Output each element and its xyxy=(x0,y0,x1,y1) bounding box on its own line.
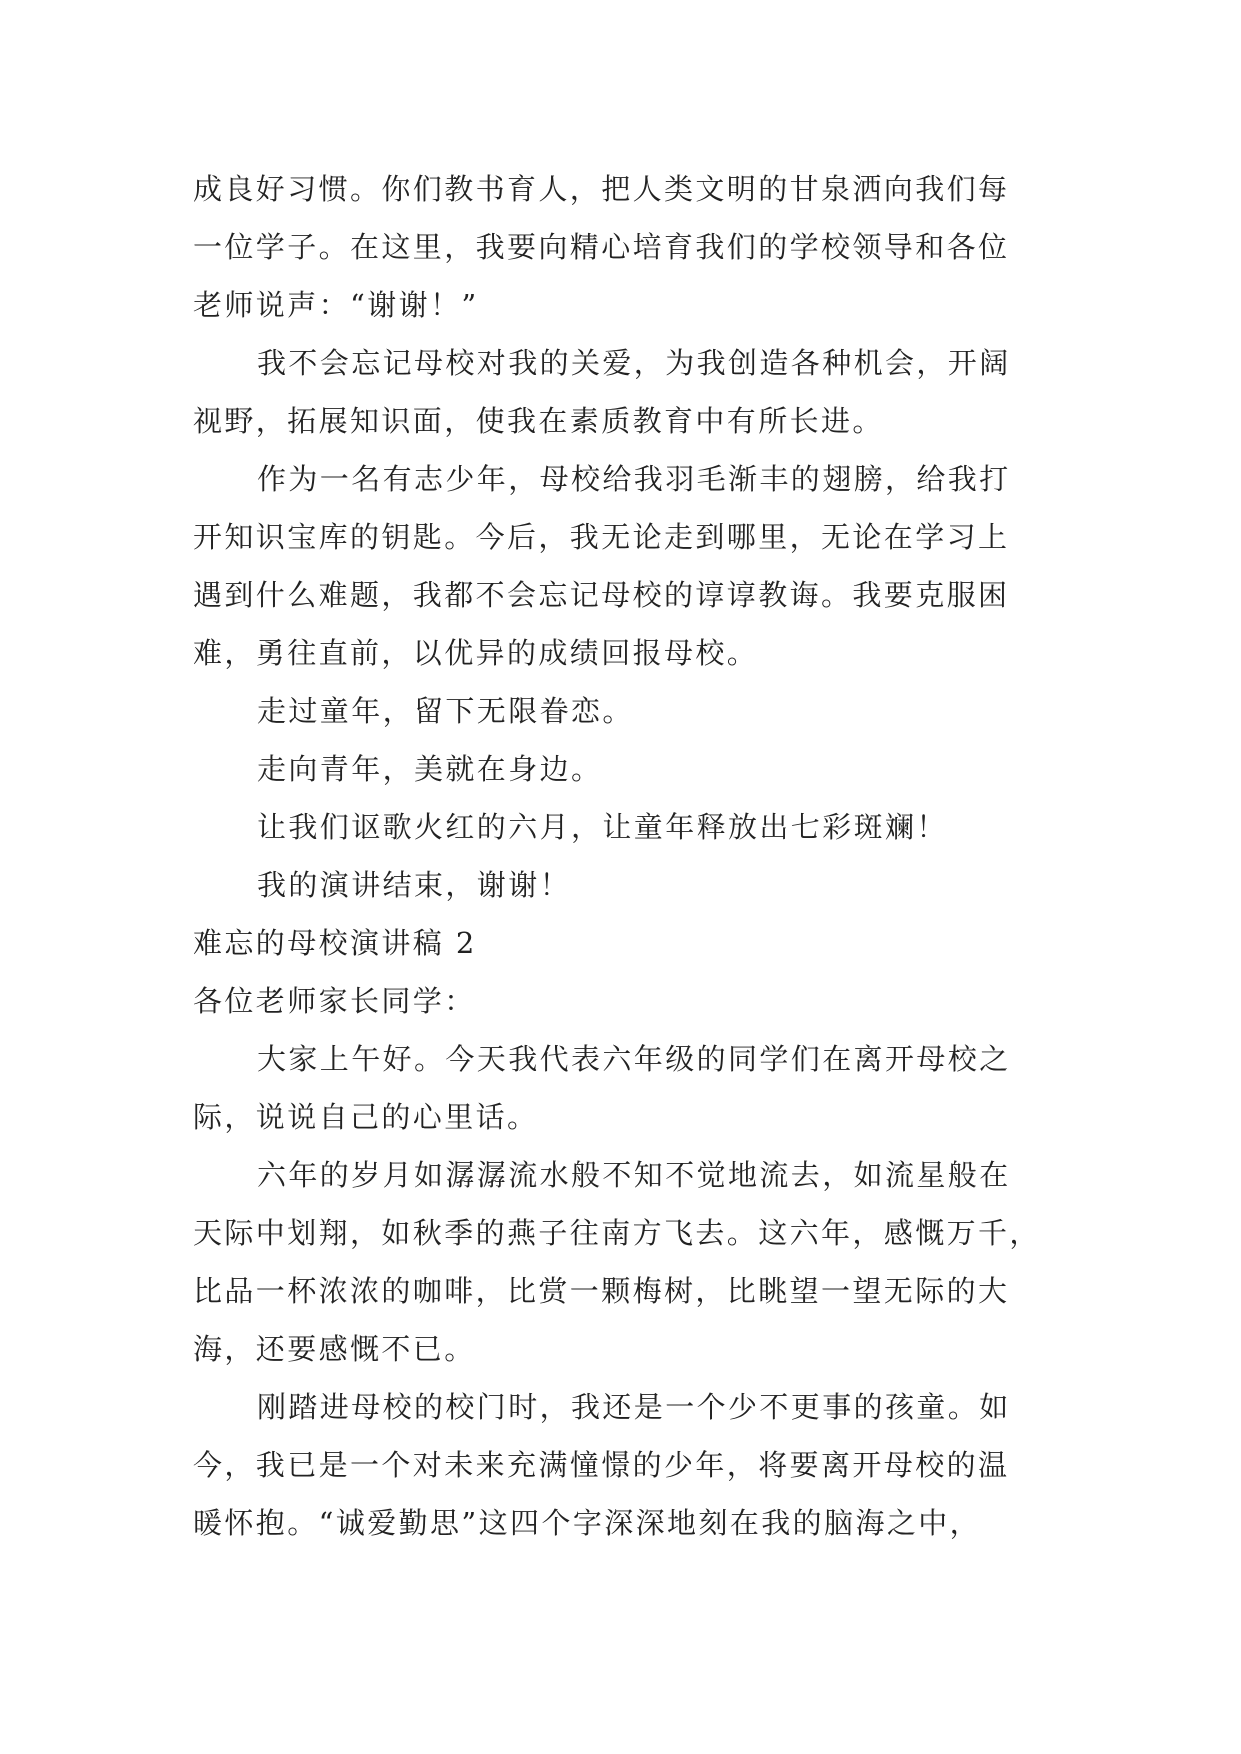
paragraph-first-line: 走过童年，留下无限眷恋。 xyxy=(257,694,634,728)
text-line: 暖怀抱。“诚爱勤思”这四个字深深地刻在我的脑海之中， xyxy=(193,1506,982,1540)
document-body xyxy=(193,160,1063,1552)
text-line: 难，勇往直前，以优异的成绩回报母校。 xyxy=(193,636,759,670)
text-line: 今，我已是一个对未来充满憧憬的少年，将要离开母校的温 xyxy=(193,1448,1010,1482)
text-line: 一位学子。在这里，我要向精心培育我们的学校领导和各位 xyxy=(193,230,1010,264)
text-line: 老师说声：“谢谢！” xyxy=(193,288,479,322)
text-line: 视野，拓展知识面，使我在素质教育中有所长进。 xyxy=(193,404,884,438)
paragraph-first-line: 六年的岁月如潺潺流水般不知不觉地流去，如流星般在 xyxy=(257,1158,1011,1192)
salutation: 各位老师家长同学： xyxy=(193,984,476,1018)
paragraph-first-line: 我的演讲结束，谢谢！ xyxy=(257,868,572,902)
text-line: 开知识宝库的钥匙。今后，我无论走到哪里，无论在学习上 xyxy=(193,520,1010,554)
text-line: 海，还要感慨不已。 xyxy=(193,1332,476,1366)
text-line: 比品一杯浓浓的咖啡，比赏一颗梅树，比眺望一望无际的大 xyxy=(193,1274,1010,1308)
text-line: 遇到什么难题，我都不会忘记母校的谆谆教诲。我要克服困 xyxy=(193,578,1010,612)
paragraph-first-line: 作为一名有志少年，母校给我羽毛渐丰的翅膀，给我打 xyxy=(257,462,1011,496)
text-line: 成良好习惯。你们教书育人，把人类文明的甘泉洒向我们每 xyxy=(193,172,1010,206)
paragraph-first-line: 大家上午好。今天我代表六年级的同学们在离开母校之 xyxy=(257,1042,1011,1076)
paragraph-first-line: 走向青年，美就在身边。 xyxy=(257,752,603,786)
paragraph-first-line: 让我们讴歌火红的六月，让童年释放出七彩斑斓！ xyxy=(257,810,948,844)
section-title: 难忘的母校演讲稿 2 xyxy=(193,926,477,960)
paragraph-first-line: 刚踏进母校的校门时，我还是一个少不更事的孩童。如 xyxy=(257,1390,1011,1424)
text-line: 天际中划翔，如秋季的燕子往南方飞去。这六年，感慨万千， xyxy=(193,1216,1041,1250)
paragraph-first-line: 我不会忘记母校对我的关爱，为我创造各种机会，开阔 xyxy=(257,346,1011,380)
text-line: 际，说说自己的心里话。 xyxy=(193,1100,539,1134)
